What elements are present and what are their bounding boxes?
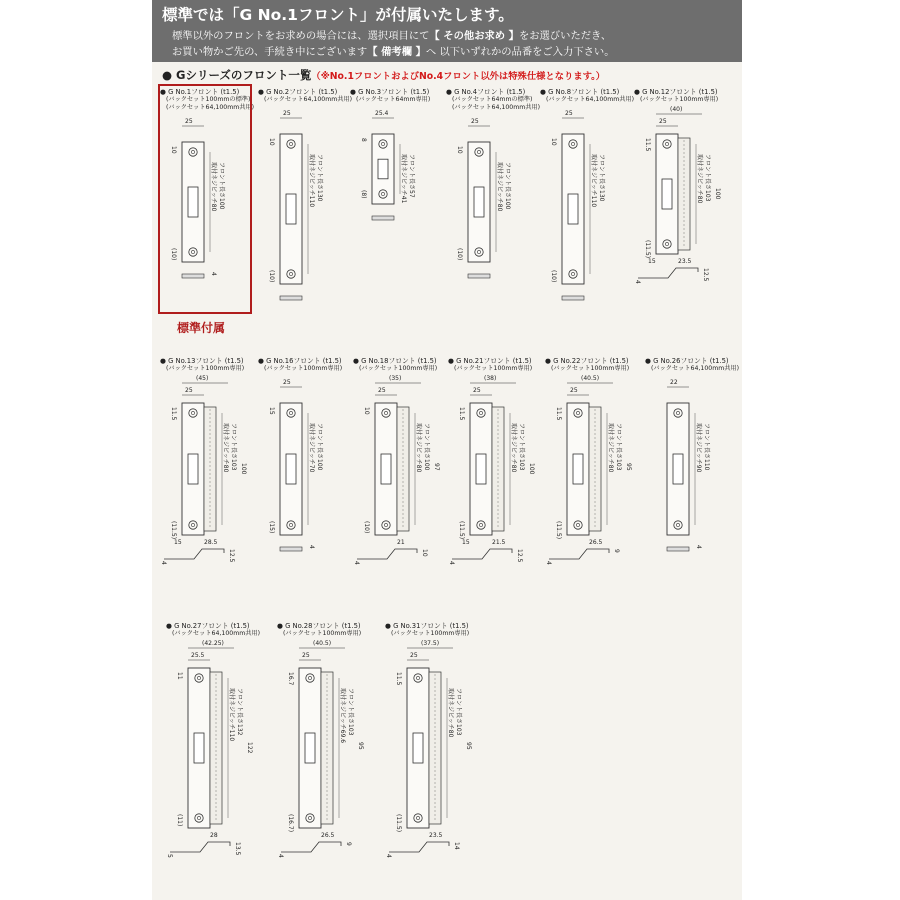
top-offset-label: 10 xyxy=(170,146,177,154)
top-offset-label: 8 xyxy=(360,138,367,142)
front-title: ● G No.26フロント (t1.5) xyxy=(645,357,729,365)
bottom-offset-label: (10) xyxy=(456,248,463,261)
front-backset-note: (バックセット100mmの標準) xyxy=(166,96,251,103)
thickness-label: 4 xyxy=(448,561,455,565)
front-backset-note: (バックセット100mm専用) xyxy=(551,365,630,372)
front-drawing xyxy=(258,375,358,595)
screw-pitch-label: 取付ネジピッチ80 xyxy=(210,162,217,212)
section-height-label: 9 xyxy=(613,549,620,553)
inner-length-label: 100 xyxy=(528,463,535,475)
thickness-label: 4 xyxy=(545,561,552,565)
top-offset-label: 11.5 xyxy=(395,672,402,686)
front-length-label: フロント長さ130 xyxy=(316,154,323,202)
front-drawing xyxy=(448,375,548,595)
width-dimension-label: 25 xyxy=(302,652,310,659)
front-item xyxy=(446,88,544,261)
latch-window xyxy=(573,454,583,484)
instruction-2-tail: へ 以下いずれかの品番をご入力下さい。 xyxy=(425,46,615,58)
front-item xyxy=(545,357,643,565)
front-item xyxy=(353,357,451,565)
thickness-label: 4 xyxy=(210,272,217,276)
latch-window xyxy=(673,454,683,484)
top-offset-label: 11.5 xyxy=(555,407,562,421)
screw-pitch-label: 取付ネジピッチ110 xyxy=(590,154,597,208)
front-drawing xyxy=(645,375,745,595)
banner-title xyxy=(162,3,514,25)
front-length-label: フロント長さ57 xyxy=(408,154,415,198)
front-item xyxy=(448,357,546,565)
front-drawing xyxy=(350,106,450,316)
thickness-label: 4 xyxy=(308,545,315,549)
latch-window xyxy=(286,194,296,224)
overall-width-label: (35) xyxy=(389,375,402,382)
instruction-line-2 xyxy=(172,43,615,58)
width-dimension-label: 25 xyxy=(378,387,386,394)
section-dim-2: 23.5 xyxy=(429,832,443,839)
bottom-offset-label: (16.7) xyxy=(287,814,294,833)
thickness-label: 4 xyxy=(277,854,284,858)
overall-width-label: (40.5) xyxy=(313,640,332,647)
bottom-offset-label: (11.5) xyxy=(458,521,465,540)
front-item xyxy=(350,88,448,204)
front-drawing xyxy=(545,375,645,595)
inner-length-label: 122 xyxy=(246,742,253,754)
standard-highlight-box xyxy=(158,84,252,314)
section-profile xyxy=(281,842,341,852)
screw-pitch-label: 取付ネジピッチ80 xyxy=(222,423,229,473)
bottom-offset-label: (11.5) xyxy=(395,814,402,833)
bottom-offset-label: (10) xyxy=(363,521,370,534)
front-drawing xyxy=(258,106,358,316)
front-backset-note: (バックセット64,100mm共用) xyxy=(172,630,261,637)
front-drawing xyxy=(446,114,546,324)
width-dimension-label: 25 xyxy=(410,652,418,659)
section-dim-1: 15 xyxy=(648,258,656,265)
front-item xyxy=(160,357,258,565)
thickness-label: 4 xyxy=(353,561,360,565)
front-item xyxy=(166,622,264,858)
front-backset-note: (バックセット100mm専用) xyxy=(359,365,438,372)
front-backset-note: (バックセット100mm専用) xyxy=(283,630,362,637)
title-bracket-close: 」 xyxy=(359,6,376,24)
front-backset-note: (バックセット64mmの標準) xyxy=(452,96,533,103)
front-edge-view xyxy=(280,296,302,300)
width-dimension-label: 25 xyxy=(185,118,193,125)
inner-length-label: 100 xyxy=(240,463,247,475)
front-length-label: フロント長さ100 xyxy=(423,423,430,471)
section-height-label: 9 xyxy=(345,842,352,846)
front-edge-view xyxy=(372,216,394,220)
instruction-1-text: 標準以外のフロントをお求めの場合には、選択項目にて xyxy=(172,30,430,42)
screw-pitch-label: 取付ネジピッチ80 xyxy=(415,423,422,473)
width-dimension-label: 25.4 xyxy=(375,110,389,117)
latch-window xyxy=(476,454,486,484)
front-drawing xyxy=(540,106,640,316)
front-backset-note: (バックセット100mm専用) xyxy=(264,365,343,372)
width-dimension-label: 25 xyxy=(473,387,481,394)
overall-width-label: (38) xyxy=(484,375,497,382)
section-height-label: 12.5 xyxy=(228,549,235,563)
thickness-label: 4 xyxy=(634,280,641,284)
width-dimension-label: 25 xyxy=(570,387,578,394)
front-backset-note: (バックセット100mm専用) xyxy=(454,365,533,372)
front-drawing xyxy=(166,640,266,880)
width-dimension-label: 25 xyxy=(471,118,479,125)
section-height-label: 12.5 xyxy=(516,549,523,563)
bottom-offset-label: (10) xyxy=(170,248,177,261)
section-dim-2: 21.5 xyxy=(492,539,506,546)
screw-pitch-label: 取付ネジピッチ41 xyxy=(400,154,407,204)
width-dimension-label: 25.5 xyxy=(191,652,205,659)
instruction-1-bold: 【 その他お求め 】 xyxy=(429,30,519,42)
section-profile xyxy=(389,842,449,852)
front-title: ● G No.2フロント (t1.5) xyxy=(258,88,338,96)
front-edge-view xyxy=(667,547,689,551)
section-dim-2: 28 xyxy=(210,832,218,839)
front-drawing xyxy=(385,640,485,880)
front-item xyxy=(634,88,732,284)
bottom-offset-label: (10) xyxy=(550,270,557,283)
top-offset-label: 10 xyxy=(550,138,557,146)
screw-pitch-label: 取付ネジピッチ80 xyxy=(447,688,454,738)
front-backset-note: (バックセット100mm専用) xyxy=(640,96,719,103)
front-title: ● G No.13フロント (t1.5) xyxy=(160,357,244,365)
front-length-label: フロント長さ103 xyxy=(347,688,354,736)
top-offset-label: 10 xyxy=(456,146,463,154)
bottom-offset-label: (8) xyxy=(360,190,367,199)
front-length-label: フロント長さ110 xyxy=(703,423,710,471)
front-title: ● G No.18フロント (t1.5) xyxy=(353,357,437,365)
front-drawing xyxy=(277,640,377,880)
front-backset-note: (バックセット64,100mm共用) xyxy=(546,96,635,103)
front-length-label: フロント長さ132 xyxy=(236,688,243,736)
front-title: ● G No.28フロント (t1.5) xyxy=(277,622,361,630)
width-dimension-label: 25 xyxy=(185,387,193,394)
section-dim-2: 26.5 xyxy=(589,539,603,546)
top-offset-label: 11.5 xyxy=(458,407,465,421)
section-profile xyxy=(357,549,417,559)
screw-pitch-label: 取付ネジピッチ90 xyxy=(695,423,702,473)
section-dim-2: 21 xyxy=(397,539,405,546)
front-edge-view xyxy=(468,274,490,278)
front-length-label: フロント長さ103 xyxy=(230,423,237,471)
front-backset-note: (バックセット64mm専用) xyxy=(356,96,431,103)
front-title: ● G No.16フロント (t1.5) xyxy=(258,357,342,365)
title-suffix: が付属いたします。 xyxy=(375,6,514,24)
section-dim-2: 23.5 xyxy=(678,258,692,265)
top-offset-label: 11.5 xyxy=(170,407,177,421)
overall-width-label: (40.5) xyxy=(581,375,600,382)
section-profile xyxy=(638,268,698,278)
screw-pitch-label: 取付ネジピッチ80 xyxy=(510,423,517,473)
thickness-label: 5 xyxy=(166,854,173,858)
front-title: ● G No.27フロント (t1.5) xyxy=(166,622,250,630)
front-edge-view xyxy=(280,547,302,551)
front-backset-note-2: (バックセット64,100mm共用) xyxy=(452,104,541,111)
section-height-label: 13.5 xyxy=(234,842,241,856)
latch-window xyxy=(662,179,672,209)
front-item xyxy=(258,88,356,283)
front-title: ● G No.12フロント (t1.5) xyxy=(634,88,718,96)
top-offset-label: 11.5 xyxy=(644,138,651,152)
latch-window xyxy=(194,733,204,763)
width-dimension-label: 25 xyxy=(283,110,291,117)
front-edge-view xyxy=(562,296,584,300)
front-backset-note: (バックセット64,100mm共用) xyxy=(651,365,740,372)
front-length-label: フロント長さ100 xyxy=(316,423,323,471)
front-item xyxy=(277,622,375,858)
screw-pitch-label: 取付ネジピッチ80 xyxy=(607,423,614,473)
section-dim-2: 26.5 xyxy=(321,832,335,839)
header-banner xyxy=(152,0,742,62)
thickness-label: 4 xyxy=(160,561,167,565)
bottom-offset-label: (11.5) xyxy=(555,521,562,540)
section-height-label: 10 xyxy=(421,549,428,557)
overall-width-label: (42.25) xyxy=(202,640,224,647)
title-product: G No.1フロント xyxy=(239,6,360,24)
section-note: （※No.1フロントおよびNo.4フロント以外は特殊仕様となります。） xyxy=(311,71,606,82)
screw-pitch-label: 取付ネジピッチ80 xyxy=(496,162,503,212)
front-length-label: フロント長さ103 xyxy=(455,688,462,736)
front-backset-note: (バックセット100mm専用) xyxy=(391,630,470,637)
latch-window xyxy=(381,454,391,484)
section-height-label: 14 xyxy=(453,842,460,850)
front-title: ● G No.21フロント (t1.5) xyxy=(448,357,532,365)
section-dim-1: 15 xyxy=(174,539,182,546)
top-offset-label: 15 xyxy=(268,407,275,415)
screw-pitch-label: 取付ネジピッチ80 xyxy=(696,154,703,204)
overall-width-label: (40) xyxy=(670,106,683,113)
title-bracket-open: 「 xyxy=(224,6,240,24)
width-dimension-label: 25 xyxy=(283,379,291,386)
section-dim-2: 28.5 xyxy=(204,539,218,546)
front-item xyxy=(540,88,638,283)
inner-length-label: 100 xyxy=(714,188,721,200)
inner-length-label: 95 xyxy=(465,742,472,750)
screw-pitch-label: 取付ネジピッチ110 xyxy=(308,154,315,208)
instruction-2-bold: 【 備考欄 】 xyxy=(367,46,426,58)
front-title: ● G No.8フロント (t1.5) xyxy=(540,88,620,96)
front-item xyxy=(258,357,356,549)
front-backset-note-2: (バックセット64,100mm共用) xyxy=(166,104,255,111)
section-title xyxy=(162,67,605,83)
front-drawing xyxy=(160,375,260,595)
section-profile xyxy=(170,842,230,852)
instruction-1-tail: をお選びいただき、 xyxy=(518,30,612,42)
front-backset-note: (バックセット64,100mm共用) xyxy=(264,96,353,103)
front-title: ● G No.1フロント (t1.5) xyxy=(160,88,240,96)
latch-window xyxy=(286,454,296,484)
screw-pitch-label: 取付ネジピッチ110 xyxy=(228,688,235,742)
front-length-label: フロント長さ100 xyxy=(504,162,511,210)
inner-length-label: 97 xyxy=(433,463,440,471)
bottom-offset-label: (10) xyxy=(268,270,275,283)
top-offset-label: 16.7 xyxy=(287,672,294,686)
overall-width-label: (45) xyxy=(196,375,209,382)
top-offset-label: 10 xyxy=(268,138,275,146)
bottom-offset-label: (11.5) xyxy=(170,521,177,540)
front-length-label: フロント長さ103 xyxy=(704,154,711,202)
latch-window xyxy=(188,454,198,484)
front-backset-note: (バックセット100mm専用) xyxy=(166,365,245,372)
front-length-label: フロント長さ100 xyxy=(218,162,225,210)
latch-window xyxy=(378,159,388,179)
section-height-label: 12.5 xyxy=(702,268,709,282)
front-title: ● G No.31フロント (t1.5) xyxy=(385,622,469,630)
front-length-label: フロント長さ130 xyxy=(598,154,605,202)
overall-width-label: (37.5) xyxy=(421,640,440,647)
latch-window xyxy=(413,733,423,763)
bottom-offset-label: (11.5) xyxy=(644,240,651,259)
standard-label: 標準付属 xyxy=(177,321,226,335)
bottom-offset-label: (11) xyxy=(176,814,183,827)
front-title: ● G No.3フロント (t1.5) xyxy=(350,88,430,96)
thickness-label: 4 xyxy=(385,854,392,858)
bottom-offset-label: (15) xyxy=(268,521,275,534)
front-drawing xyxy=(634,106,734,316)
instruction-line-1 xyxy=(172,27,611,42)
front-length-label: フロント長さ103 xyxy=(518,423,525,471)
screw-pitch-label: 取付ネジピッチ69.6 xyxy=(339,688,346,744)
instruction-2-text: お買い物かご先の、手続き中にございます xyxy=(172,46,368,58)
width-dimension-label: 22 xyxy=(670,379,678,386)
screw-pitch-label: 取付ネジピッチ70 xyxy=(308,423,315,473)
section-dim-1: 15 xyxy=(462,539,470,546)
front-drawing xyxy=(353,375,453,595)
width-dimension-label: 25 xyxy=(659,118,667,125)
top-offset-label: 10 xyxy=(363,407,370,415)
front-item xyxy=(385,622,483,858)
latch-window xyxy=(474,187,484,217)
latch-window xyxy=(568,194,578,224)
inner-length-label: 95 xyxy=(357,742,364,750)
front-item xyxy=(645,357,743,549)
title-prefix: 標準では xyxy=(162,6,225,24)
front-length-label: フロント長さ103 xyxy=(615,423,622,471)
front-title: ● G No.22フロント (t1.5) xyxy=(545,357,629,365)
section-profile xyxy=(452,549,512,559)
section-heading: ● Gシリーズのフロント一覧 xyxy=(162,68,312,82)
top-offset-label: 11 xyxy=(176,672,183,680)
width-dimension-label: 25 xyxy=(565,110,573,117)
section-profile xyxy=(549,549,609,559)
latch-window xyxy=(305,733,315,763)
section-profile xyxy=(164,549,224,559)
inner-length-label: 95 xyxy=(625,463,632,471)
thickness-label: 4 xyxy=(695,545,702,549)
front-title: ● G No.4フロント (t1.5) xyxy=(446,88,526,96)
